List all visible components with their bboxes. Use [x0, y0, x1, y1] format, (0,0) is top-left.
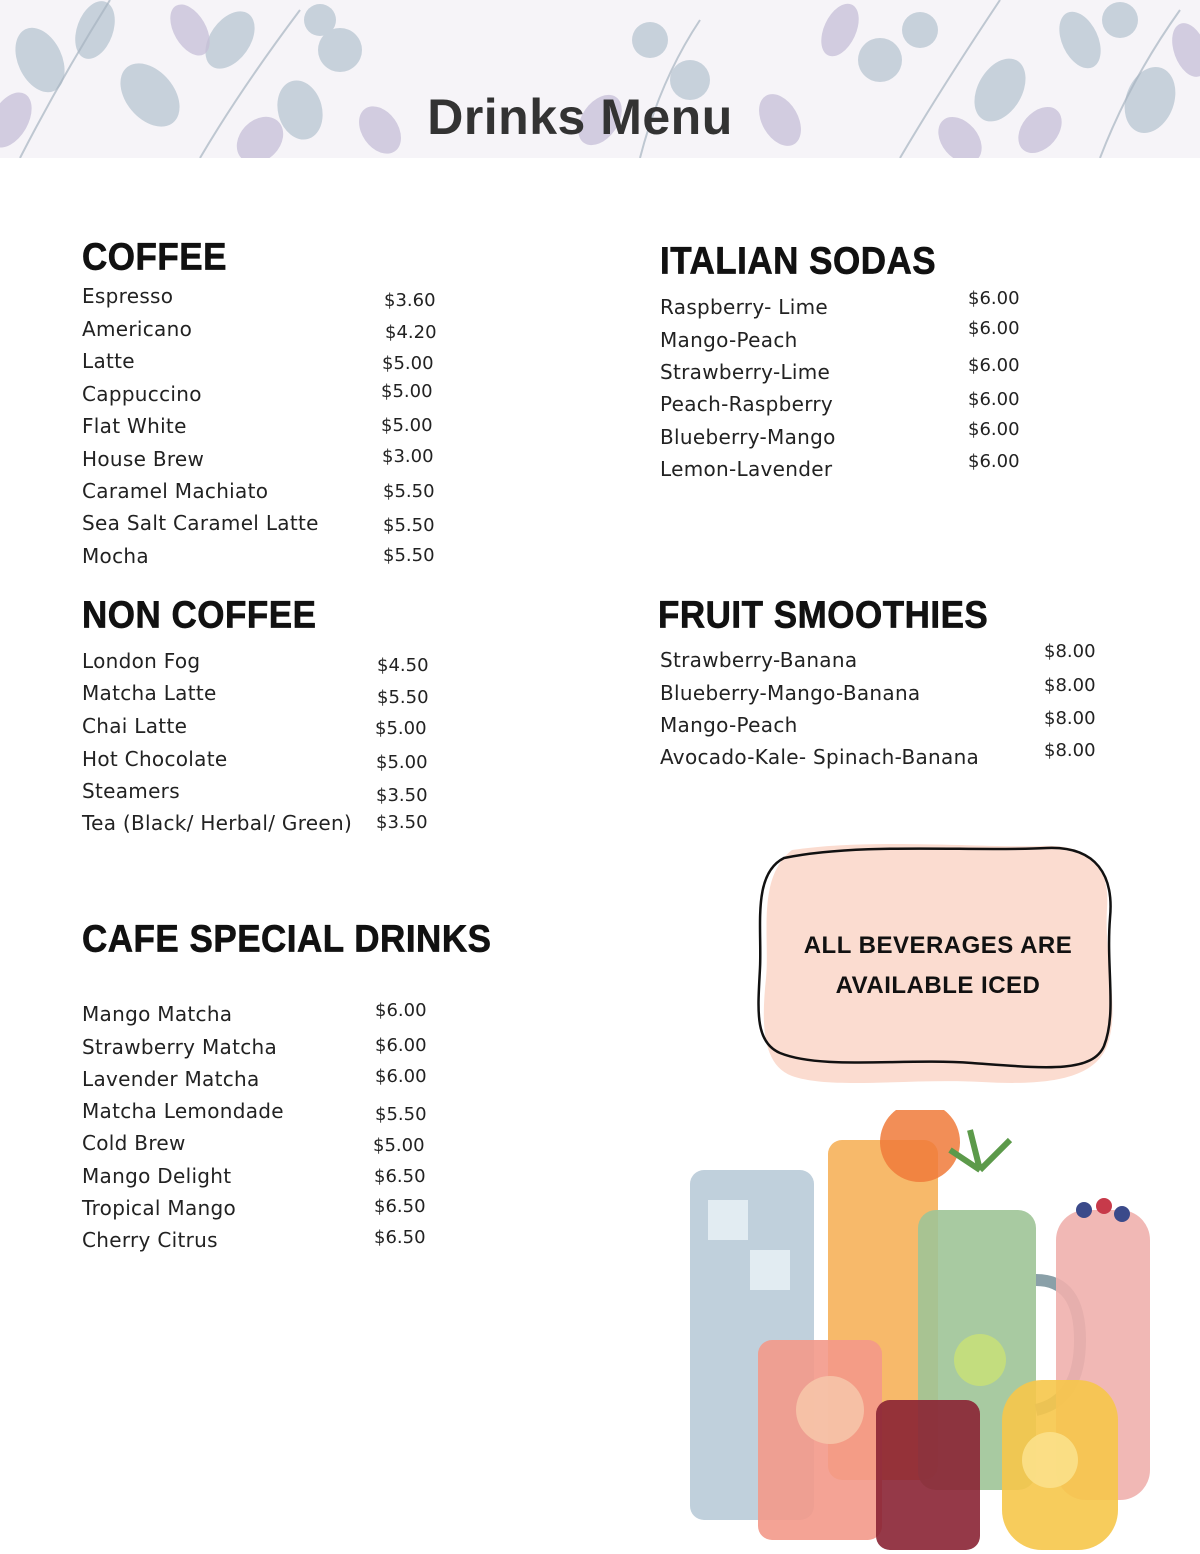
- menu-item-name: Strawberry-Lime: [660, 360, 831, 384]
- non-coffee-section: [82, 594, 462, 835]
- menu-item-name: Peach-Raspberry: [660, 392, 834, 416]
- menu-item-name: Caramel Machiato: [82, 479, 269, 503]
- menu-item-price: $5.00: [376, 752, 428, 773]
- menu-item-price: $4.50: [377, 655, 429, 676]
- menu-item-price: $6.50: [374, 1227, 426, 1248]
- menu-item-price: $8.00: [1044, 675, 1096, 696]
- menu-item-name: Mango-Peach: [660, 328, 798, 352]
- menu-item-price: $3.60: [384, 290, 436, 311]
- menu-item-name: Avocado-Kale- Spinach-Banana: [660, 745, 980, 769]
- menu-item-price: $6.00: [375, 1066, 427, 1087]
- menu-item-price: $5.00: [381, 415, 433, 436]
- menu-item-name: Matcha Lemondade: [82, 1099, 284, 1123]
- section-heading: NON COFFEE: [82, 594, 317, 637]
- menu-item-price: $3.50: [376, 812, 428, 833]
- menu-item-price: $8.00: [1044, 708, 1096, 729]
- menu-item-name: Latte: [82, 349, 135, 373]
- menu-item-price: $6.50: [374, 1166, 426, 1187]
- menu-item-price: $5.00: [373, 1135, 425, 1156]
- menu-item-name: Raspberry- Lime: [660, 295, 828, 319]
- section-heading: ITALIAN SODAS: [660, 240, 937, 283]
- iced-note-badge: [752, 838, 1124, 1088]
- menu-item-name: Steamers: [82, 779, 180, 803]
- menu-item-name: Cold Brew: [82, 1131, 186, 1155]
- menu-item-name: Sea Salt Caramel Latte: [82, 511, 319, 535]
- menu-item-name: Tropical Mango: [82, 1196, 237, 1220]
- menu-item-price: $5.50: [375, 1104, 427, 1125]
- menu-item-price: $5.00: [382, 353, 434, 374]
- section-heading: FRUIT SMOOTHIES: [658, 594, 989, 637]
- menu-item-name: Mango-Peach: [660, 713, 798, 737]
- menu-item-price: $5.50: [383, 515, 435, 536]
- menu-item-price: $6.00: [968, 318, 1020, 339]
- menu-item-name: Strawberry Matcha: [82, 1035, 278, 1059]
- menu-item-name: Matcha Latte: [82, 681, 217, 705]
- menu-item-name: Blueberry-Mango-Banana: [660, 681, 921, 705]
- menu-item-price: $6.00: [968, 355, 1020, 376]
- menu-item-price: $6.50: [374, 1196, 426, 1217]
- menu-item-price: $3.00: [382, 446, 434, 467]
- menu-item-name: Blueberry-Mango: [660, 425, 836, 449]
- menu-item-name: London Fog: [82, 649, 201, 673]
- note-text: [782, 926, 1094, 1006]
- menu-item-price: $5.50: [383, 481, 435, 502]
- menu-item-name: Flat White: [82, 414, 187, 438]
- cafe-special-section: [82, 918, 502, 1252]
- menu-item-name: Mocha: [82, 544, 149, 568]
- menu-item-price: $6.00: [375, 1000, 427, 1021]
- menu-item-name: Cherry Citrus: [82, 1228, 218, 1252]
- fruit-smoothies-section: [658, 594, 1118, 769]
- page-title: Drinks Menu: [427, 89, 733, 145]
- drinks-glasses-icon: [680, 1110, 1160, 1554]
- menu-item-price: $5.50: [383, 545, 435, 566]
- menu-item-name: House Brew: [82, 447, 205, 471]
- menu-item-price: $6.00: [968, 451, 1020, 472]
- menu-item-price: $6.00: [968, 419, 1020, 440]
- section-heading: COFFEE: [82, 236, 227, 279]
- section-heading: CAFE SPECIAL DRINKS: [82, 918, 492, 961]
- menu-item-price: $8.00: [1044, 641, 1096, 662]
- menu-item-name: Lavender Matcha: [82, 1067, 260, 1091]
- note-line-1: ALL BEVERAGES ARE: [803, 932, 1073, 959]
- menu-item-price: $5.00: [375, 718, 427, 739]
- coffee-section: [82, 236, 462, 568]
- menu-item-price: $6.00: [968, 389, 1020, 410]
- menu-item-price: $8.00: [1044, 740, 1096, 761]
- menu-item-price: $5.00: [381, 381, 433, 402]
- menu-item-price: $6.00: [968, 288, 1020, 309]
- menu-item-name: Mango Matcha: [82, 1002, 233, 1026]
- menu-item-name: Tea (Black/ Herbal/ Green): [82, 811, 353, 835]
- menu-item-name: Americano: [82, 317, 193, 341]
- italian-sodas-section: [660, 240, 1080, 481]
- menu-item-price: $5.50: [377, 687, 429, 708]
- menu-item-name: Hot Chocolate: [82, 747, 228, 771]
- menu-item-name: Chai Latte: [82, 714, 188, 738]
- menu-item-name: Lemon-Lavender: [660, 457, 833, 481]
- note-line-2: AVAILABLE ICED: [835, 972, 1041, 999]
- menu-item-price: $6.00: [375, 1035, 427, 1056]
- menu-item-name: Strawberry-Banana: [660, 648, 858, 672]
- header-banner: [0, 0, 1200, 158]
- menu-item-name: Cappuccino: [82, 382, 202, 406]
- menu-item-price: $3.50: [376, 785, 428, 806]
- menu-item-price: $4.20: [385, 322, 437, 343]
- menu-item-name: Mango Delight: [82, 1164, 232, 1188]
- menu-item-name: Espresso: [82, 284, 174, 308]
